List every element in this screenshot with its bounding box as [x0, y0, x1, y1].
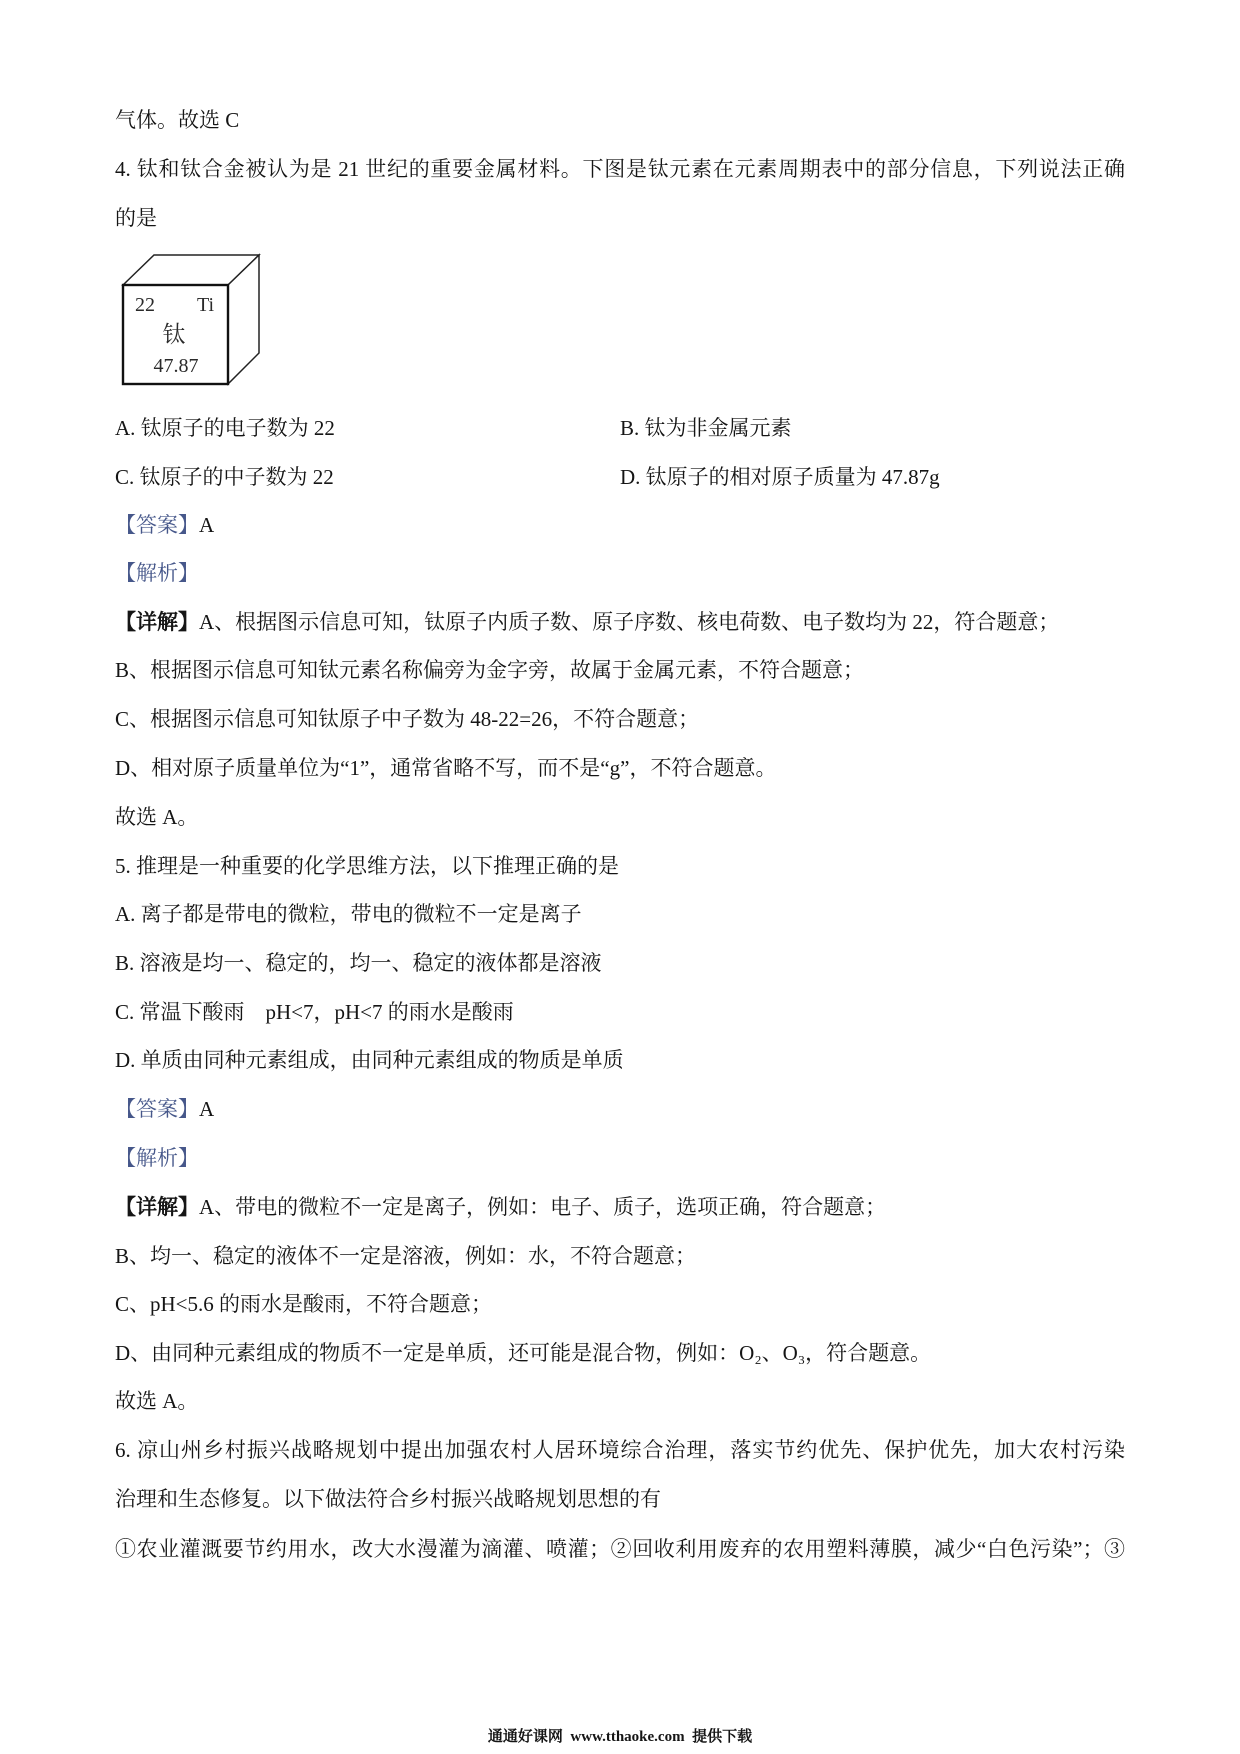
q4-option-a: A. 钛原子的电子数为 22: [115, 416, 335, 440]
answer-value: A: [199, 1097, 215, 1121]
q4-option-d: D. 钛原子的相对原子质量为 47.87g: [620, 465, 940, 489]
answer-label: 【答案】: [115, 1097, 199, 1121]
q4-option-b: B. 钛为非金属元素: [620, 416, 792, 440]
element-name: 钛: [162, 322, 186, 347]
page-footer: 通通好课网 www.tthaoke.com 提供下载: [487, 1729, 753, 1745]
q5-detail-line-1: [115, 1193, 886, 1221]
q5-detail-line-4: D、由同种元素组成的物质不一定是单质，还可能是混合物，例如：O₂、O₃，符合题意。: [115, 1341, 932, 1365]
q6-stem-line-1: 6. 凉山州乡村振兴战略规划中提出加强农村人居环境综合治理，落实节约优先、保护优先，加大农村污染: [115, 1438, 1125, 1462]
q6-body-line-1: ①农业灌溉要节约用水，改大水漫灌为滴灌、喷灌；②回收利用废弃的农用塑料薄膜，减少“白色污染”；③: [115, 1537, 1125, 1561]
q4-conclusion: 故选 A。: [115, 805, 199, 829]
q4-option-c: C. 钛原子的中子数为 22: [115, 465, 334, 489]
q6-stem-line-2: 治理和生态修复。以下做法符合乡村振兴战略规划思想的有: [115, 1487, 661, 1511]
q4-stem-line-1: 4. 钛和钛合金被认为是 21 世纪的重要金属材料。下图是钛元素在元素周期表中的部分信息，下列说法正确: [115, 157, 1125, 181]
q4-detail-line-1: [115, 608, 1059, 636]
q5-option-d: D. 单质由同种元素组成，由同种元素组成的物质是单质: [115, 1048, 624, 1072]
q5-option-c: C. 常温下酸雨 pH<7，pH<7 的雨水是酸雨: [115, 1000, 514, 1024]
q4-stem-line-2: 的是: [115, 206, 157, 230]
answer-value: A: [199, 513, 215, 537]
q5-detail-line-3: C、pH<5.6 的雨水是酸雨，不符合题意；: [115, 1292, 493, 1316]
q5-answer: [115, 1095, 214, 1123]
q5-stem: 5. 推理是一种重要的化学思维方法，以下推理正确的是: [115, 854, 619, 878]
q4-detail-line-3: C、根据图示信息可知钛原子中子数为 48-22=26，不符合题意；: [115, 707, 700, 731]
detail-text: A、根据图示信息可知，钛原子内质子数、原子序数、核电荷数、电子数均为 22，符合题意；: [199, 610, 1060, 634]
q5-option-a: A. 离子都是带电的微粒，带电的微粒不一定是离子: [115, 902, 582, 926]
element-symbol: Ti: [197, 294, 215, 316]
q4-detail-line-4: D、相对原子质量单位为“1”，通常省略不写，而不是“g”，不符合题意。: [115, 756, 777, 780]
q5-option-b: B. 溶液是均一、稳定的，均一、稳定的液体都是溶液: [115, 951, 602, 975]
q5-detail-line-2: B、均一、稳定的液体不一定是溶液，例如：水，不符合题意；: [115, 1244, 697, 1268]
answer-label: 【答案】: [115, 513, 199, 537]
detail-text: A、带电的微粒不一定是离子，例如：电子、质子，选项正确，符合题意；: [199, 1195, 887, 1219]
q4-answer: [115, 511, 214, 539]
intro-text: 气体。故选 C: [115, 108, 240, 132]
q4-analysis-label: 【解析】: [115, 561, 199, 585]
detail-label: 【详解】: [115, 1195, 199, 1219]
detail-label: 【详解】: [115, 610, 199, 634]
q5-conclusion: 故选 A。: [115, 1389, 199, 1413]
atomic-number: 22: [135, 294, 155, 316]
atomic-mass: 47.87: [153, 355, 199, 377]
titanium-element-card: [115, 250, 265, 390]
q4-detail-line-2: B、根据图示信息可知钛元素名称偏旁为金字旁，故属于金属元素，不符合题意；: [115, 658, 865, 682]
q5-analysis-label: 【解析】: [115, 1146, 199, 1170]
